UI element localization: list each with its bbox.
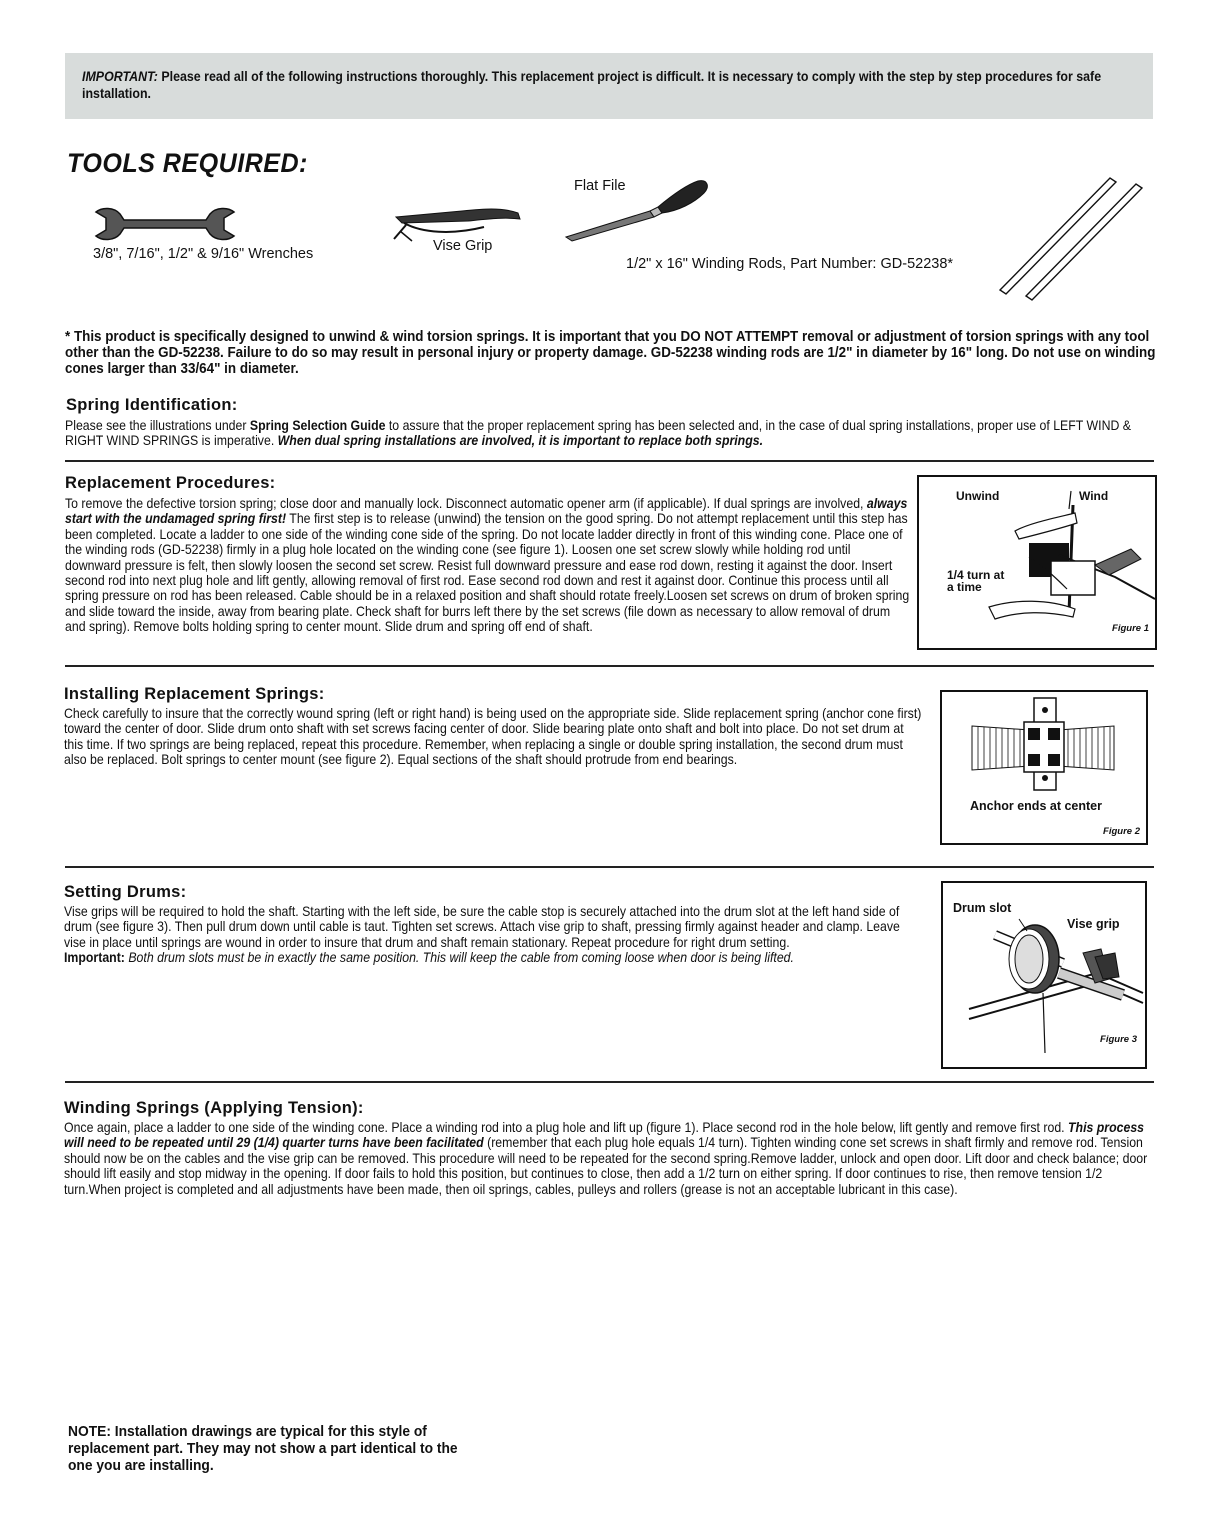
section-divider [65, 866, 1154, 868]
tools-title: TOOLS REQUIRED: [67, 148, 308, 178]
winding-springs-title: Winding Springs (Applying Tension): [64, 1099, 364, 1117]
spring-id-text-a: Please see the illustrations under [65, 417, 250, 433]
wrench-icon [92, 206, 238, 242]
replacement-emphasis: always start with the undamaged spring first! [65, 495, 908, 527]
figure-3-drum-slot-label: Drum slot [953, 901, 1012, 915]
important-label: IMPORTANT: [82, 69, 158, 84]
replacement-procedures-title: Replacement Procedures: [65, 474, 276, 492]
setting-drums-body: Vise grips will be required to hold the shaft. Starting with the left side, be sure the cable stop is securely attached into the drum slot at the left hand side of drum (see figure 3). Then pull drum down until cable is taut. Tighten set screws. Attach vise grip to shaft, pressing firmly against header and clamp. Leave vise in place until springs are wound in order to insure that drum and shaft remain stationary. Repeat procedure for right drum setting. [64, 903, 900, 950]
replacement-text-c: The first step is to release (unwind) the tension on the good spring. Do not attempt replacement until this step has been completed. Locate a ladder to one side of the winding cone side of the spring. Do not locate ladder directly in front of this winding cone. Place one of the winding rods (GD-52238) firmly in a plug hole located on the winding cone (see figure 1). Loosen one set screw slowly while holding rod until downward pressure is felt, then slowly loosen the second set screw. Resist full downward pressure and ease rod down, resting it against the door. Insert second rod into next plug hole and lift gently, allowing removal of first rod. Ease second rod down and rest it against door. Continue this process until all spring pressure on rod has been released. Cable should be in a relaxed position and shaft should rotate freely.Loosen set screws on drum of broken spring and slide toward the inside, away from bearing plate. Check shaft for burrs left there by the set screws (file down as necessary to allow removal of drum and spring). Remove bolts holding spring to center mount. Slide drum and spring off end of shaft. [65, 510, 910, 635]
figure-2-anchor-label: Anchor ends at center [970, 799, 1102, 813]
winding-text-a: Once again, place a ladder to one side of the winding cone. Place a winding rod into a plug hole and lift up (figure 1). Place second rod in the hole below, lift gently and remove first rod. [64, 1119, 1069, 1135]
figure-3-vise-grip-label: Vise grip [1067, 917, 1120, 931]
important-notice-text [82, 68, 1122, 102]
winding-text-c: (remember that each plug hole equals 1/4 turn). Tighten winding cone set screws in shaft firmly and remove rod. Tension should now be on the cables and the vise grip can be removed. This procedure will need to be repeated for the second spring.Remove ladder, unlock and open door. Lift door and check balance; door should lift easily and stop midway in the opening. If door fails to hold this position, but continues to close, then add a 1/2 turn on either spring. If door continues to rise, then remove tension 1/2 turn.When project is completed and all adjustments have been made, then oil springs, cables, pulleys and rollers (grease is not an acceptable lubricant in this case). [64, 1134, 1148, 1197]
figure-1-caption: Figure 1 [1112, 623, 1149, 634]
setting-drums-text [64, 904, 922, 966]
winding-springs-text [64, 1120, 1148, 1197]
figure-3 [941, 881, 1147, 1069]
spring-selection-guide-ref: Spring Selection Guide [249, 417, 386, 433]
spring-identification-text [65, 418, 1149, 449]
center-mount-illustration [942, 692, 1146, 843]
figure-1 [917, 475, 1157, 650]
spring-id-emphasis: When dual spring installations are involved, it is important to replace both springs. [277, 432, 764, 449]
winding-emphasis: This process will need to be repeated until 29 (1/4) quarter turns have been facilitated [64, 1119, 1145, 1151]
winding-rods-icon [996, 172, 1156, 304]
warning-text: * This product is specifically designed to unwind & wind torsion springs. It is important that you DO NOT ATTEMPT removal or adjustment of torsion springs with any tool other than the GD-52238. Failure to do so may result in personal injury or property damage. GD-52238 winding rods are 1/2" in diameter by 16" long. Do not use on winding cones larger than 33/64" in diameter. [65, 329, 1156, 377]
spring-identification-title: Spring Identification: [66, 396, 238, 414]
vise-grip-label: Vise Grip [433, 238, 493, 254]
section-divider [65, 460, 1154, 462]
spring-id-text-c: to assure that the proper replacement spring has been selected and, in the case of dual spring installations, proper use of LEFT WIND & RIGHT WIND SPRINGS is imperative. [65, 417, 1132, 449]
setting-drums-title: Setting Drums: [64, 883, 187, 901]
figure-1-wind-label: Wind [1079, 489, 1109, 503]
flat-file-icon [562, 177, 712, 243]
figure-1-unwind-label: Unwind [956, 489, 1000, 503]
section-divider [65, 1081, 1154, 1083]
flat-file-label: Flat File [574, 178, 626, 194]
figure-1-quarter-turn-label: 1/4 turn at a time [947, 568, 1005, 594]
winding-rods-label: 1/2" x 16" Winding Rods, Part Number: GD-52238* [626, 256, 954, 272]
drums-important-label: Important: [64, 949, 125, 966]
drums-important-text: Both drum slots must be in exactly the same position. This will keep the cable from coming loose when door is being lifted. [124, 949, 794, 966]
figure-3-caption: Figure 3 [1100, 1034, 1137, 1045]
important-body: Please read all of the following instructions thoroughly. This replacement project is difficult. It is necessary to comply with the step by step procedures for safe installation. [82, 69, 1102, 101]
figure-2 [940, 690, 1148, 845]
installation-note: NOTE: Installation drawings are typical for this style of replacement part. They may not show a part identical to the one you are installing. [68, 1423, 458, 1474]
wrenches-label: 3/8", 7/16", 1/2" & 9/16" Wrenches [93, 246, 314, 262]
section-divider [65, 665, 1154, 667]
replacement-text-a: To remove the defective torsion spring; close door and manually lock. Disconnect automatic opener arm (if applicable). If dual springs are involved, [65, 495, 867, 511]
installing-springs-text: Check carefully to insure that the correctly wound spring (left or right hand) is being used on the appropriate side. Slide replacement spring (anchor cone first) toward the center of door. Slide drum onto shaft with set screws facing center of door. Slide bearing plate onto shaft and bolt into place. Do not set drum at this time. If two springs are being replaced, repeat this procedure. Remember, when replacing a single or double spring installation, the second drum must also be replaced. Bolt springs to center mount (see figure 2). Equal sections of the shaft should protrude from end bearings. [64, 705, 922, 768]
installing-springs-title: Installing Replacement Springs: [64, 685, 325, 703]
replacement-procedures-text [65, 496, 910, 635]
figure-2-caption: Figure 2 [1103, 826, 1140, 837]
